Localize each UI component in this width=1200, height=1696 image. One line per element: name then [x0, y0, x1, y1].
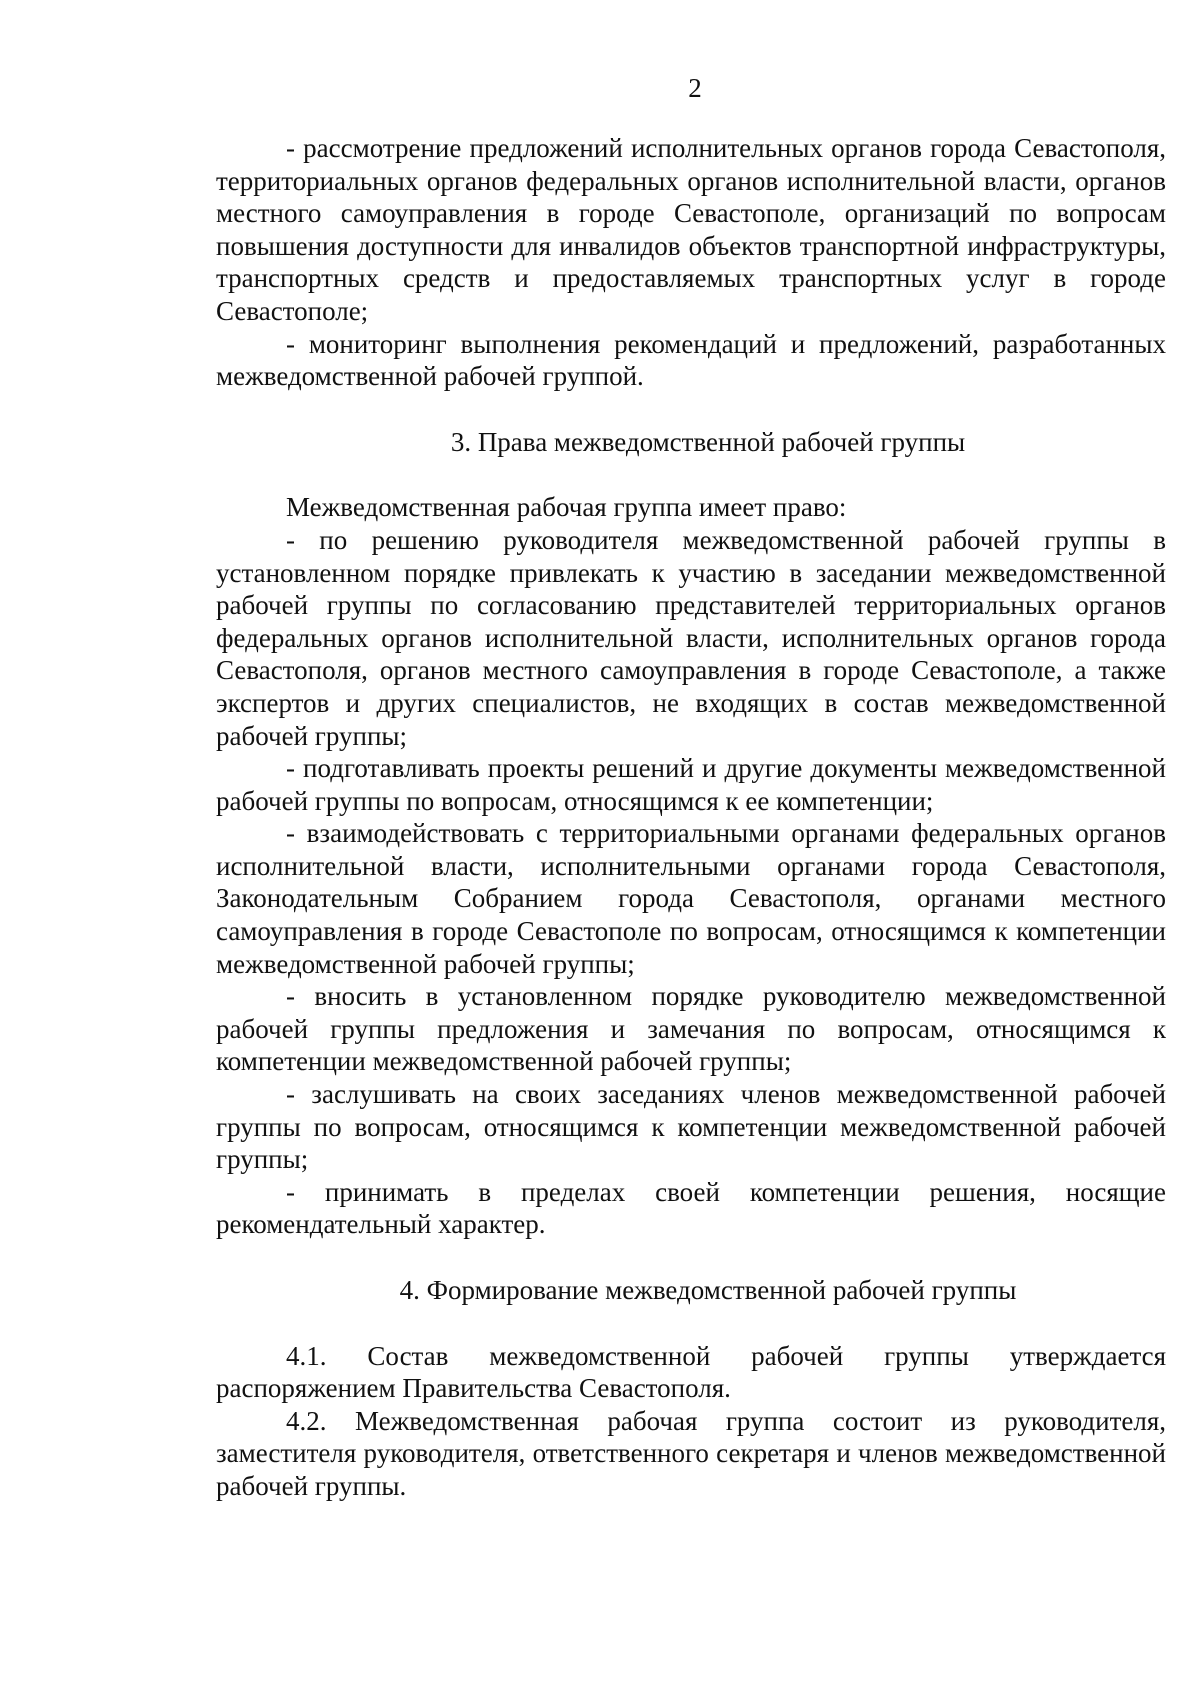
section-3-lead: Межведомственная рабочая группа имеет право: — [286, 492, 847, 523]
section-3-item-prepare: - подготавливать проекты решений и другие документы межведомственной рабочей группы по вопросам, относящимся к ее компетенции; — [216, 753, 1166, 816]
section-3-item-submit: - вносить в установленном порядке руководителю межведомственной рабочей группы предложения и замечания по вопросам, относящимся к компетенции межведомственной рабочей группы; — [216, 981, 1166, 1077]
page-number: 2 — [688, 73, 702, 103]
intro-item-review-proposals: - рассмотрение предложений исполнительных органов города Севастополя, территориальных органов федеральных органов исполнительной власти, органов местного самоуправления в городе Севастополе, организаций по вопросам повышения доступности для инвалидов объектов транспортной инфраструктуры, транспортных средств и предоставляемых транспортных услуг в городе Севастополе; — [216, 133, 1166, 326]
section-3-item-decide: - принимать в пределах своей компетенции решения, носящие рекомендательный характер. — [216, 1176, 1166, 1240]
intro-item-monitoring: - мониторинг выполнения рекомендаций и предложений, разработанных межведомственной рабочей группой. — [216, 328, 1166, 392]
spacer — [216, 1241, 1166, 1274]
spacer — [216, 1307, 1166, 1340]
document-body — [216, 132, 1166, 1503]
spacer — [216, 458, 1166, 491]
section-3-title: 3. Права межведомственной рабочей группы — [450, 426, 966, 457]
section-3-item-interact: - взаимодействовать с территориальными органами федеральных органов исполнительной власти, исполнительными органами города Севастополя, Законодательным Собранием города Севастополя, органами местного самоуправления в городе Севастополе по вопросам, относящимся к компетенции межведомственной рабочей группы; — [216, 818, 1166, 979]
section-4-item-4-1: 4.1. Состав межведомственной рабочей группы утверждается распоряжением Правительства Севастополя. — [216, 1340, 1166, 1404]
spacer — [216, 393, 1166, 426]
section-4-item-4-2: 4.2. Межведомственная рабочая группа состоит из руководителя, заместителя руководителя, ответственного секретаря и членов межведомственной рабочей группы. — [216, 1405, 1166, 1501]
section-3-item-hear: - заслушивать на своих заседаниях членов межведомственной рабочей группы по вопросам, относящимся к компетенции межведомственной рабочей группы; — [216, 1079, 1166, 1175]
section-3-item-invite: - по решению руководителя межведомственной рабочей группы в установленном порядке привлекать к участию в заседании межведомственной рабочей группы по согласованию представителей территориальных органов федеральных органов исполнительной власти, исполнительных органов города Севастополя, органов местного самоуправления в городе Севастополе, а также экспертов и других специалистов, не входящих в состав межведомственной рабочей группы; — [216, 524, 1166, 751]
section-4-title: 4. Формирование межведомственной рабочей группы — [399, 1275, 1017, 1305]
